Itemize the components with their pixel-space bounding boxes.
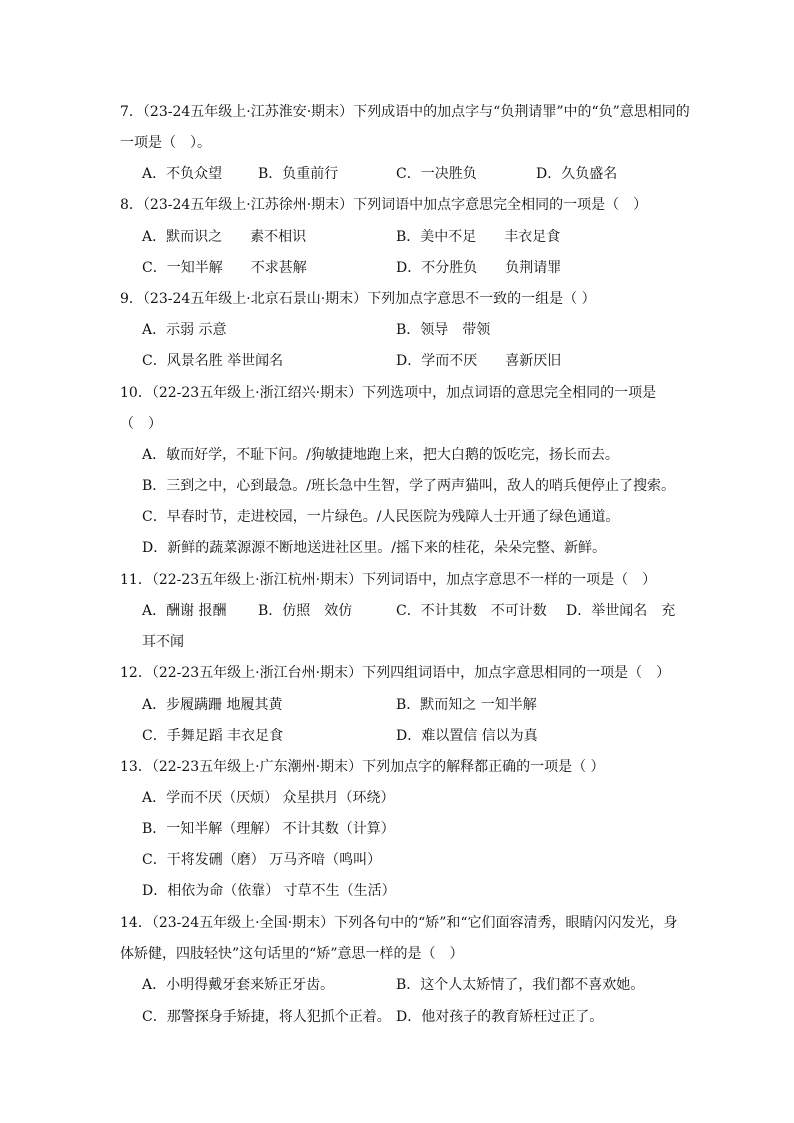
question-14-option-d: D．他对孩子的教育矫枉过正了。: [396, 1009, 604, 1025]
question-9-option-b: B．领导 带领: [396, 322, 491, 338]
question-11-option-d-cont: 耳不闻: [142, 634, 184, 650]
question-14-option-b: B．这个人太矫情了，我们都不喜欢她。: [396, 977, 645, 993]
question-7-option-b: B．负重前行: [258, 166, 339, 182]
question-12-stem: 12．（22-23五年级上·浙江台州·期末）下列四组词语中，加点字意思相同的一项是（ ）: [120, 665, 671, 681]
question-8-option-b: B．美中不足 丰衣足食: [396, 229, 561, 245]
question-8-option-a: A．默而识之 素不相识: [142, 229, 307, 245]
question-11-stem: 11．（22-23五年级上·浙江杭州·期末）下列词语中，加点字意思不一样的一项是（ ）: [120, 572, 657, 588]
question-11-option-c: C．不计其数 不可计数: [396, 603, 547, 619]
question-8-option-d: D．不分胜负 负荆请罪: [396, 260, 562, 276]
question-14-stem: 14．（23-24五年级上·全国·期末）下列各句中的“矫”和“它们面容清秀，眼睛闪闪发光，身: [120, 915, 678, 931]
question-11-option-a: A．酬谢 报酬: [142, 603, 227, 619]
question-10-option-d: D．新鲜的蔬菜源源不断地送进社区里。/摇下来的桂花，朵朵完整、新鲜。: [142, 540, 606, 556]
question-13-option-b: B．一知半解（理解） 不计其数（计算）: [142, 821, 395, 837]
question-14-stem-cont: 体矫健，四肢轻快”这句话里的“矫”意思一样的是（ ）: [120, 946, 464, 962]
question-7-option-c: C．一决胜负: [396, 166, 477, 182]
question-10-stem-cont: （ ）: [120, 416, 162, 432]
question-12-option-d: D．难以置信 信以为真: [396, 728, 538, 744]
question-8-option-c: C．一知半解 不求甚解: [142, 260, 307, 276]
question-9-option-c: C．风景名胜 举世闻名: [142, 353, 284, 369]
question-9-option-a: A．示弱 示意: [142, 322, 227, 338]
question-13-option-a: A．学而不厌（厌烦） 众星拱月（环绕）: [142, 790, 395, 806]
question-10-stem: 10．（22-23五年级上·浙江绍兴·期末）下列选项中，加点词语的意思完全相同的一项是: [120, 385, 657, 401]
question-11-option-d: D．举世闻名 充: [566, 603, 676, 619]
question-12-option-b: B．默而知之 一知半解: [396, 697, 537, 713]
question-12-option-c: C．手舞足蹈 丰衣足食: [142, 728, 284, 744]
question-10-option-b: B．三到之中，心到最急。/班长急中生智，学了两声猫叫，敌人的哨兵便停止了搜索。: [142, 478, 676, 494]
question-13-option-d: D．相依为命（依靠） 寸草不生（生活）: [142, 883, 396, 899]
question-7-option-a: A．不负众望: [142, 166, 223, 182]
question-14-option-c: C．那警探身手矫捷，将人犯抓个正着。: [142, 1009, 391, 1025]
question-8-stem: 8．（23-24五年级上·江苏徐州·期末）下列词语中加点字意思完全相同的一项是（ ）: [120, 197, 648, 213]
question-7-stem: 7．（23-24五年级上·江苏淮安·期末）下列成语中的加点字与“负荆请罪”中的“负”意思相同的: [120, 104, 690, 120]
question-7-option-d: D．久负盛名: [536, 166, 618, 182]
question-10-option-c: C．早春时节，走进校园，一片绿色。/人民医院为残障人士开通了绿色通道。: [142, 509, 620, 525]
question-13-stem: 13．（22-23五年级上·广东潮州·期末）下列加点字的解释都正确的一项是（ ）: [120, 759, 605, 775]
question-9-option-d: D．学而不厌 喜新厌旧: [396, 353, 562, 369]
question-11-option-b: B．仿照 效仿: [258, 603, 353, 619]
question-7-stem-cont: 一项是（ ）。: [120, 135, 211, 151]
question-13-option-c: C．干将发硎（磨） 万马齐喑（鸣叫）: [142, 852, 382, 868]
question-10-option-a: A．敏而好学，不耻下问。/狗敏捷地跑上来，把大白鹅的饭吃完，扬长而去。: [142, 447, 619, 463]
question-12-option-a: A．步履蹒跚 地履其黄: [142, 697, 283, 713]
question-9-stem: 9．（23-24五年级上·北京石景山·期末）下列加点字意思不一致的一组是（ ）: [120, 291, 596, 307]
question-14-option-a: A．小明得戴牙套来矫正牙齿。: [142, 977, 335, 993]
